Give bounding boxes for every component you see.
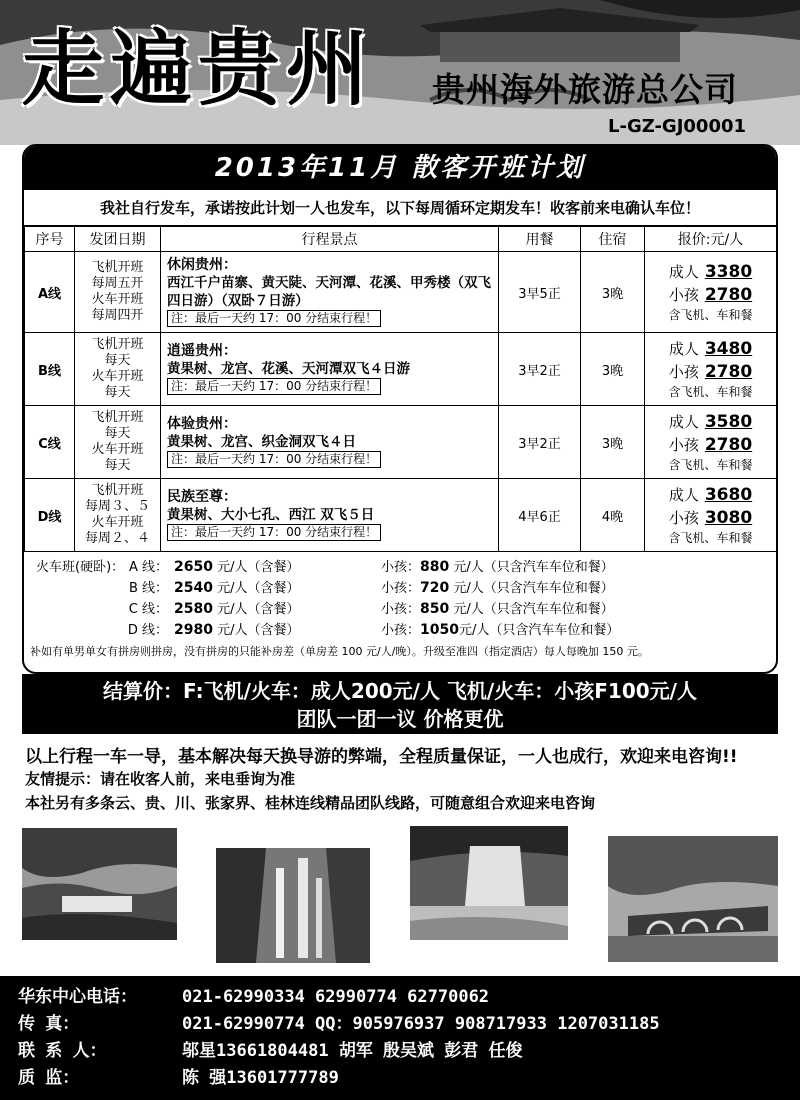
route-meals: 3早2正 [499, 406, 581, 479]
route-date-text: 飞机开班 [91, 260, 144, 275]
train-adult-price: 2650 [174, 559, 213, 575]
settlement-price: 结算价：F:飞机/火车：成人200元/人 飞机/火车：小孩F100元/人 [103, 679, 697, 703]
route-date-text: 每天 [104, 458, 131, 473]
train-adult-price: 2980 [174, 622, 213, 638]
itinerary-name: 逍遥贵州： [167, 343, 237, 359]
route-date-text: 每天 [104, 353, 131, 368]
route-stay: 3晚 [581, 252, 645, 333]
route-meals: 3早5正 [499, 252, 581, 333]
train-adult-note: 元/人（含餐） [212, 623, 300, 638]
contact-label: 传 真： [18, 1014, 80, 1034]
route-meals: 3早2正 [499, 333, 581, 406]
train-line: D 线： [127, 623, 168, 638]
scenery-photo [216, 848, 370, 963]
route-dates [75, 252, 161, 333]
contact-bar [0, 976, 800, 1100]
route-line: A线 [25, 252, 75, 333]
child-price: 2780 [704, 362, 753, 382]
contact-label: 华东中心电话： [18, 987, 137, 1007]
settlement-bar [22, 674, 778, 734]
route-itinerary [161, 406, 499, 479]
adult-price: 3480 [704, 339, 753, 359]
train-child-price: 720 [420, 580, 450, 596]
adult-price: 3580 [704, 412, 753, 432]
contact-value: 021-62990774 QQ：905976937 908717933 1207031185 [182, 1014, 660, 1034]
main-title: 走遍贵州 [22, 22, 375, 117]
route-price [645, 252, 777, 333]
adult-price: 3380 [704, 262, 753, 282]
price-includes: 含飞机、车和餐 [668, 458, 753, 472]
column-header: 用餐 [499, 227, 581, 252]
train-label: 火车班(硬卧)： [36, 560, 125, 575]
route-stay: 4晚 [581, 479, 645, 552]
route-date-text: 火车开班 [91, 515, 144, 530]
column-header: 发团日期 [75, 227, 161, 252]
itinerary-name: 民族至尊： [167, 489, 237, 505]
train-child-note: 元/人（只含汽车车位和餐） [449, 560, 614, 575]
train-line: A 线： [128, 560, 168, 575]
friendly-tip: 友情提示：请在收客人前，来电垂询为准 [25, 770, 296, 788]
train-adult-note: 元/人（含餐） [212, 560, 300, 575]
schedule-title: 2013年11月 散客开班计划 [24, 146, 776, 190]
route-line: B线 [25, 333, 75, 406]
table-row [25, 333, 777, 406]
route-date-text: 每周四开 [91, 308, 144, 323]
train-child-price: 880 [420, 559, 450, 575]
route-date-text: 飞机开班 [91, 410, 144, 425]
train-child-price: 1050 [420, 622, 459, 638]
child-label: 小孩 [668, 509, 699, 527]
promo-text: 以上行程一车一导，基本解决每天换导游的弊端，全程质量保证，一人也成行，欢迎来电咨询!! [25, 747, 738, 767]
route-line: C线 [25, 406, 75, 479]
column-header: 报价:元/人 [645, 227, 777, 252]
train-child-label: 小孩： [381, 560, 421, 575]
route-dates [75, 406, 161, 479]
train-adult-price: 2580 [174, 601, 213, 617]
itinerary-note: 注：最后一天约 17：00 分结束行程！ [167, 451, 381, 468]
schedule-notice: 我社自行发车，承诺按此计划一人也发车，以下每周循环定期发车！收客前来电确认车位！ [24, 190, 776, 226]
itinerary-note: 注：最后一天约 17：00 分结束行程！ [167, 310, 381, 327]
route-date-text: 飞机开班 [91, 483, 144, 498]
route-date-text: 每周２、４ [84, 531, 150, 546]
price-includes: 含飞机、车和餐 [668, 308, 753, 322]
scenery-photo [410, 826, 568, 940]
train-adult-note: 元/人（含餐） [212, 581, 300, 596]
itinerary-description: 黄果树、龙宫、织金洞双飞４日 [167, 434, 356, 450]
adult-label: 成人 [668, 340, 699, 358]
column-header: 序号 [25, 227, 75, 252]
contact-row [18, 984, 782, 1011]
scenery-photo [22, 828, 177, 940]
license-number: L-GZ-GJ00001 [608, 116, 747, 137]
table-row [25, 479, 777, 552]
surcharge-note: 补如有单男单女有拼房则拼房，没有拼房的只能补房差（单房差 100 元/人/晚）。升级至准四（指定酒店）每人每晚加 150 元。 [30, 645, 649, 658]
route-date-text: 每周五开 [91, 276, 144, 291]
settlement-group: 团队一团一议 价格更优 [296, 707, 504, 731]
column-header: 行程景点 [161, 227, 499, 252]
train-child-price: 850 [420, 601, 450, 617]
adult-label: 成人 [668, 413, 699, 431]
extra-routes-text: 本社另有多条云、贵、川、张家界、桂林连线精品团队线路，可随意组合欢迎来电咨询 [25, 794, 596, 812]
table-row [25, 252, 777, 333]
child-label: 小孩 [668, 436, 699, 454]
route-itinerary [161, 252, 499, 333]
table-row [25, 406, 777, 479]
company-name: 贵州海外旅游总公司 [432, 70, 738, 109]
train-row [36, 557, 766, 578]
child-price: 2780 [704, 435, 753, 455]
train-line: B 线： [128, 581, 168, 596]
route-price [645, 333, 777, 406]
route-date-text: 每天 [104, 426, 131, 441]
itinerary-name: 体验贵州： [167, 416, 237, 432]
contact-value: 021-62990334 62990774 62770062 [182, 987, 490, 1007]
adult-price: 3680 [704, 485, 753, 505]
route-date-text: 火车开班 [91, 292, 144, 307]
routes-table [24, 226, 777, 552]
route-date-text: 每天 [104, 385, 131, 400]
table-header-row [25, 227, 777, 252]
train-adult-note: 元/人（含餐） [212, 602, 300, 617]
train-row [36, 620, 766, 641]
itinerary-description: 西江千户苗寨、黄天陡、天河潭、花溪、甲秀楼（双飞四日游）（双卧７日游） [167, 275, 491, 309]
child-label: 小孩 [668, 363, 699, 381]
contact-row [18, 1065, 782, 1092]
contact-label: 联 系 人： [18, 1041, 107, 1061]
train-child-label: 小孩： [381, 623, 421, 638]
scenery-photo [608, 836, 778, 962]
train-child-label: 小孩： [381, 581, 421, 596]
route-date-text: 每周３、５ [84, 499, 150, 514]
route-date-text: 火车开班 [91, 369, 144, 384]
route-line: D线 [25, 479, 75, 552]
route-dates [75, 333, 161, 406]
itinerary-note: 注：最后一天约 17：00 分结束行程！ [167, 524, 381, 541]
route-price [645, 406, 777, 479]
route-dates [75, 479, 161, 552]
price-includes: 含飞机、车和餐 [668, 385, 753, 399]
adult-label: 成人 [668, 486, 699, 504]
train-row [36, 578, 766, 599]
child-price: 3080 [704, 508, 753, 528]
contact-label: 质 监： [18, 1068, 80, 1088]
price-includes: 含飞机、车和餐 [668, 531, 753, 545]
train-line: C 线： [128, 602, 168, 617]
train-adult-price: 2540 [174, 580, 213, 596]
itinerary-description: 黄果树、龙宫、花溪、天河潭双飞４日游 [167, 361, 410, 377]
contact-value: 邬星13661804481 胡军 殷吴斌 彭君 任俊 [182, 1041, 523, 1061]
contact-row [18, 1011, 782, 1038]
contact-value: 陈 强13601777789 [182, 1068, 339, 1088]
train-pricing [24, 552, 776, 643]
itinerary-description: 黄果树、大小七孔、西江 双飞５日 [167, 507, 375, 523]
itinerary-note: 注：最后一天约 17：00 分结束行程！ [167, 378, 381, 395]
route-stay: 3晚 [581, 333, 645, 406]
route-itinerary [161, 333, 499, 406]
route-stay: 3晚 [581, 406, 645, 479]
adult-label: 成人 [668, 263, 699, 281]
train-child-note: 元/人（只含汽车车位和餐） [449, 602, 614, 617]
itinerary-name: 休闲贵州： [167, 257, 237, 273]
train-row [36, 599, 766, 620]
route-price [645, 479, 777, 552]
header-banner [0, 0, 800, 145]
route-date-text: 火车开班 [91, 442, 144, 457]
route-date-text: 飞机开班 [91, 337, 144, 352]
train-child-label: 小孩： [381, 602, 421, 617]
column-header: 住宿 [581, 227, 645, 252]
contact-row [18, 1038, 782, 1065]
train-child-note: 元/人（只含汽车车位和餐） [458, 623, 620, 638]
train-child-note: 元/人（只含汽车车位和餐） [449, 581, 614, 596]
schedule-box [22, 144, 778, 674]
child-price: 2780 [704, 285, 753, 305]
child-label: 小孩 [668, 286, 699, 304]
route-itinerary [161, 479, 499, 552]
route-meals: 4早6正 [499, 479, 581, 552]
